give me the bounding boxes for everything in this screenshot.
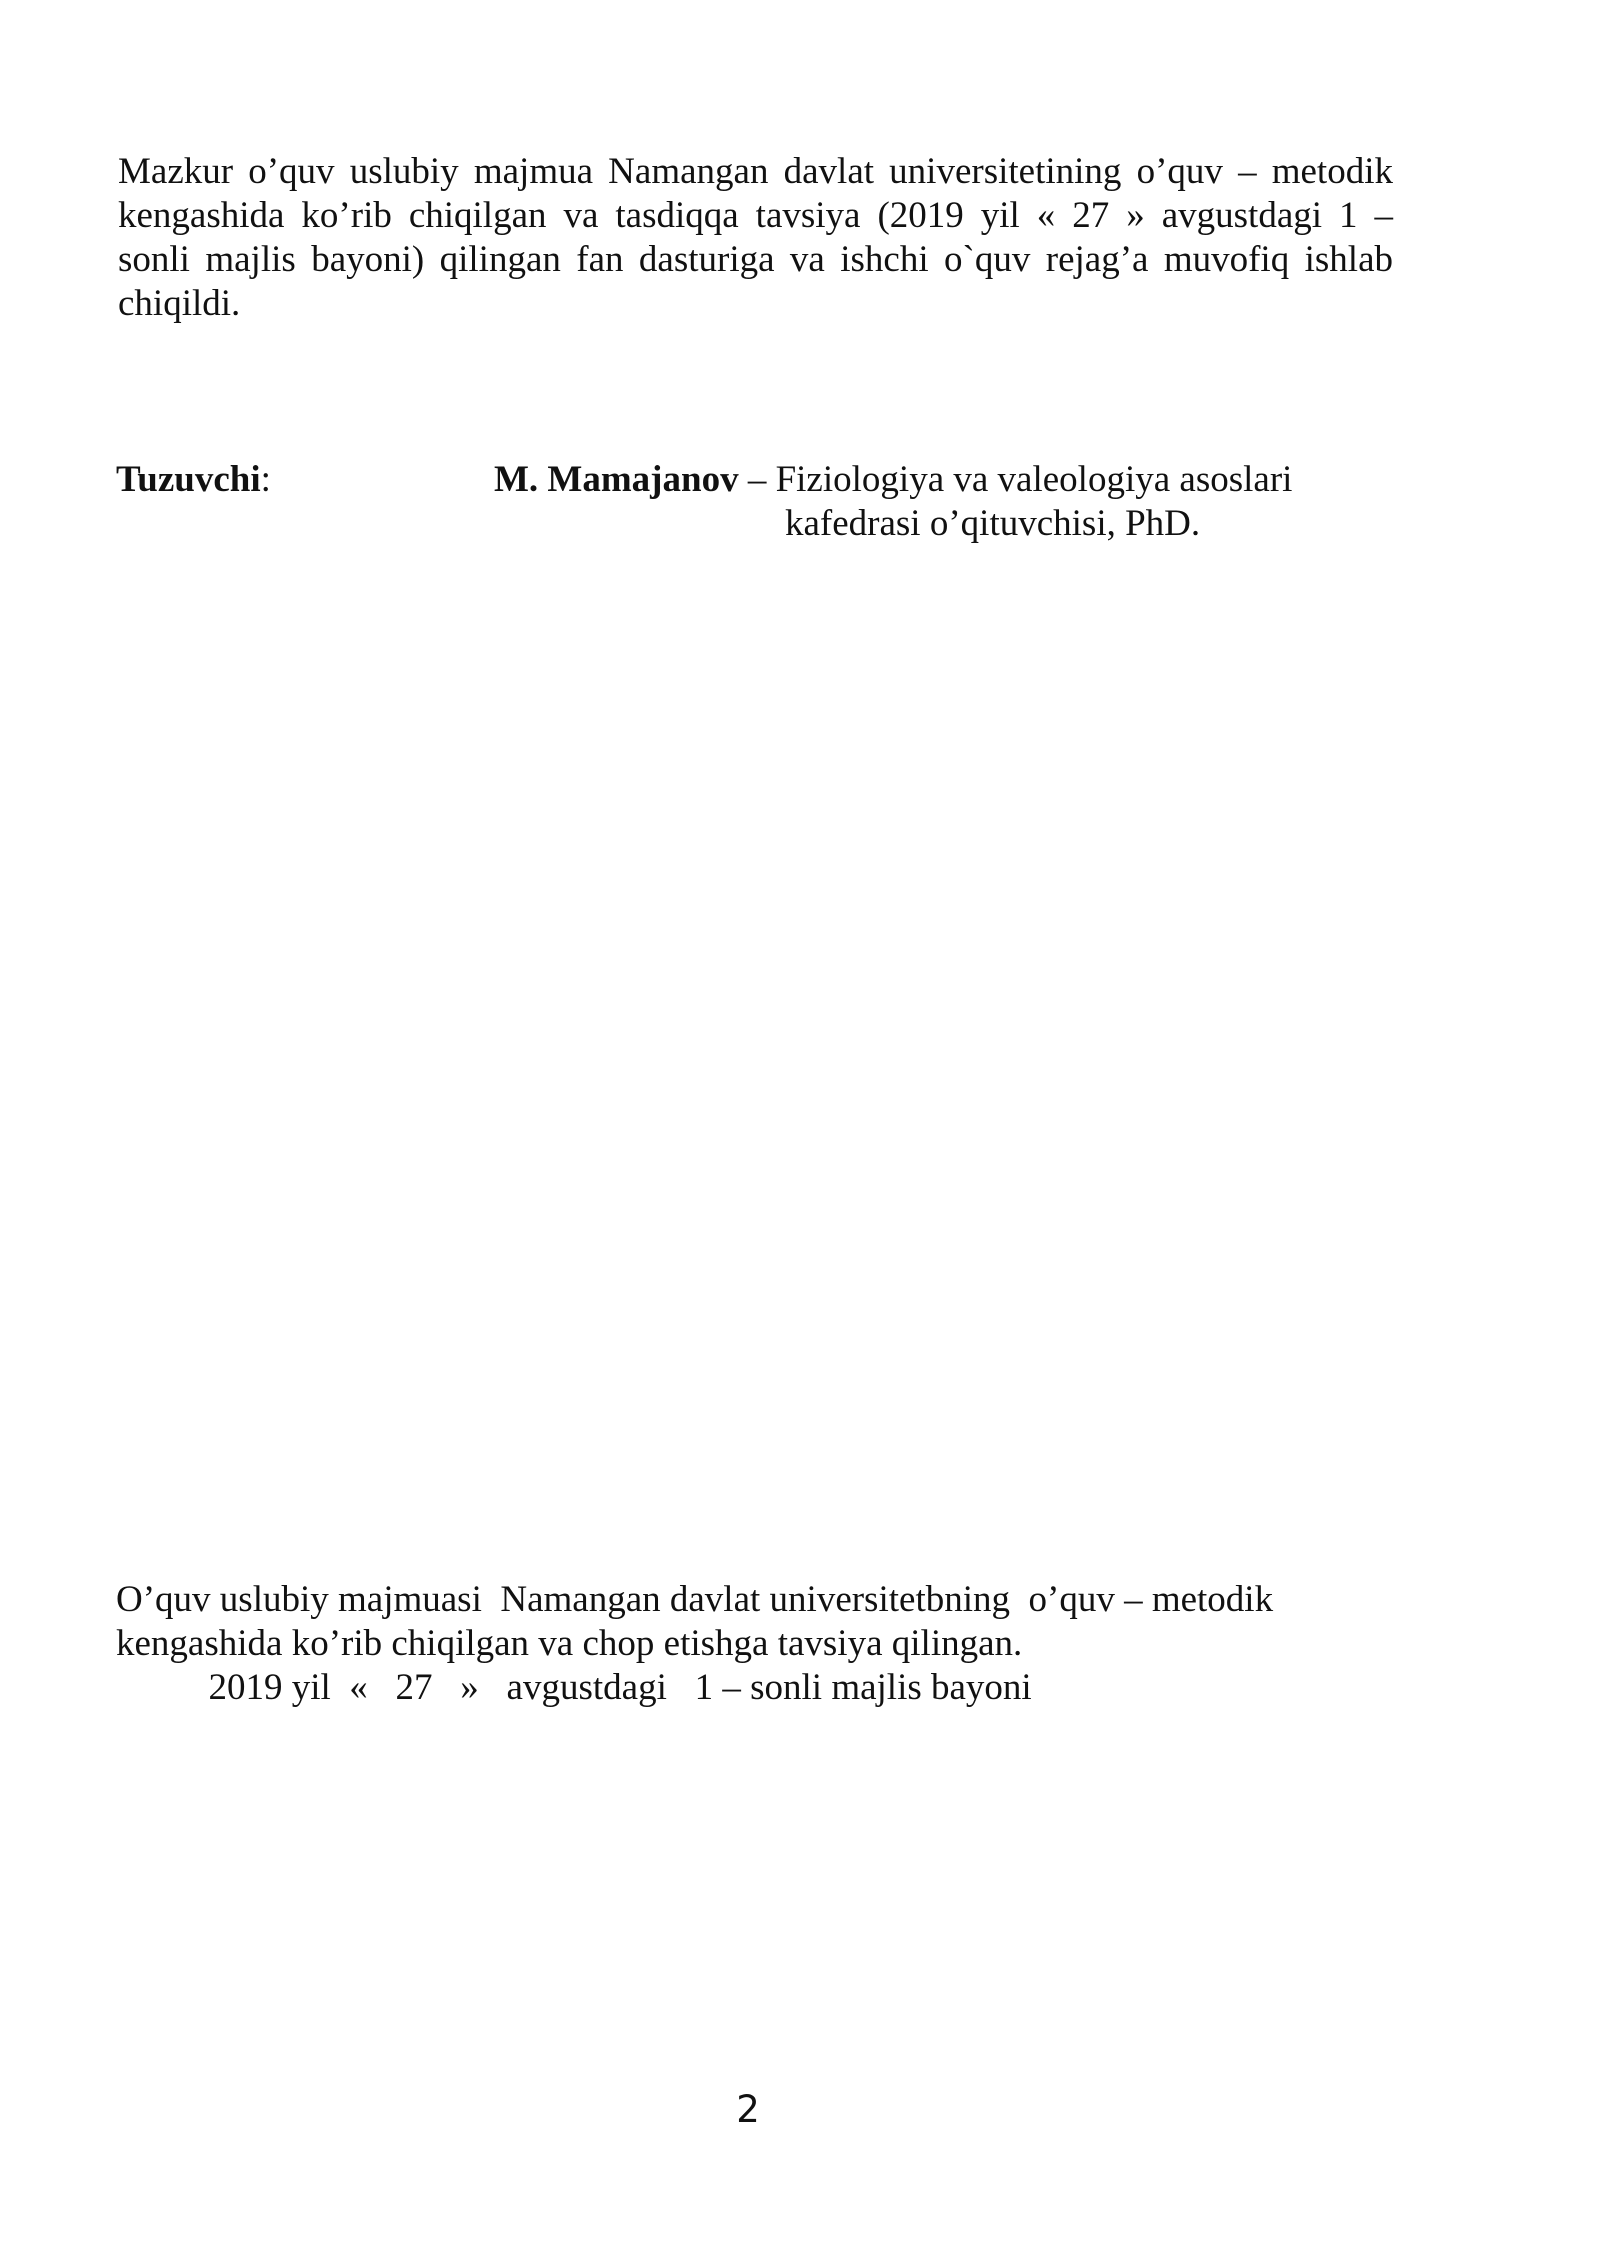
- author-role-line-1: – Fiziologiya va valeologiya asoslari: [738, 459, 1293, 500]
- author-info: [494, 458, 1292, 546]
- recommendation-paragraph: [116, 1578, 1376, 1710]
- approval-line-2: kengashida ko’rib chiqilgan va tasdiqqa tavsiya (2019 yil « 27 » avgustdagi 1 –: [118, 195, 1393, 236]
- author-label-colon: :: [260, 459, 271, 500]
- approval-line-3: sonli majlis bayoni) qilingan fan dasturiga va ishchi o`quv rejag’a muvofiq ishlab: [118, 239, 1393, 280]
- author-role-line-2: kafedrasi o’qituvchisi, PhD.: [785, 503, 1201, 544]
- approval-line-4: chiqildi.: [118, 283, 241, 324]
- author-line-1: [494, 459, 1292, 500]
- recommendation-line-2: kengashida ko’rib chiqilgan va chop etishga tavsiya qilingan.: [116, 1623, 1023, 1664]
- author-label-text: Tuzuvchi: [116, 459, 261, 500]
- approval-line-1: Mazkur o’quv uslubiy majmua Namangan davlat universitetining o’quv – metodik: [118, 151, 1393, 192]
- recommendation-line-1: O’quv uslubiy majmuasi Namangan davlat universitetbning o’quv – metodik: [116, 1579, 1274, 1620]
- recommendation-line-3: 2019 yil « 27 » avgustdagi 1 – sonli majlis bayoni: [116, 1667, 1032, 1708]
- author-label: [116, 458, 271, 502]
- page-number: 2: [736, 2088, 760, 2131]
- approval-paragraph: [118, 150, 1393, 326]
- author-name: M. Mamajanov: [494, 459, 739, 500]
